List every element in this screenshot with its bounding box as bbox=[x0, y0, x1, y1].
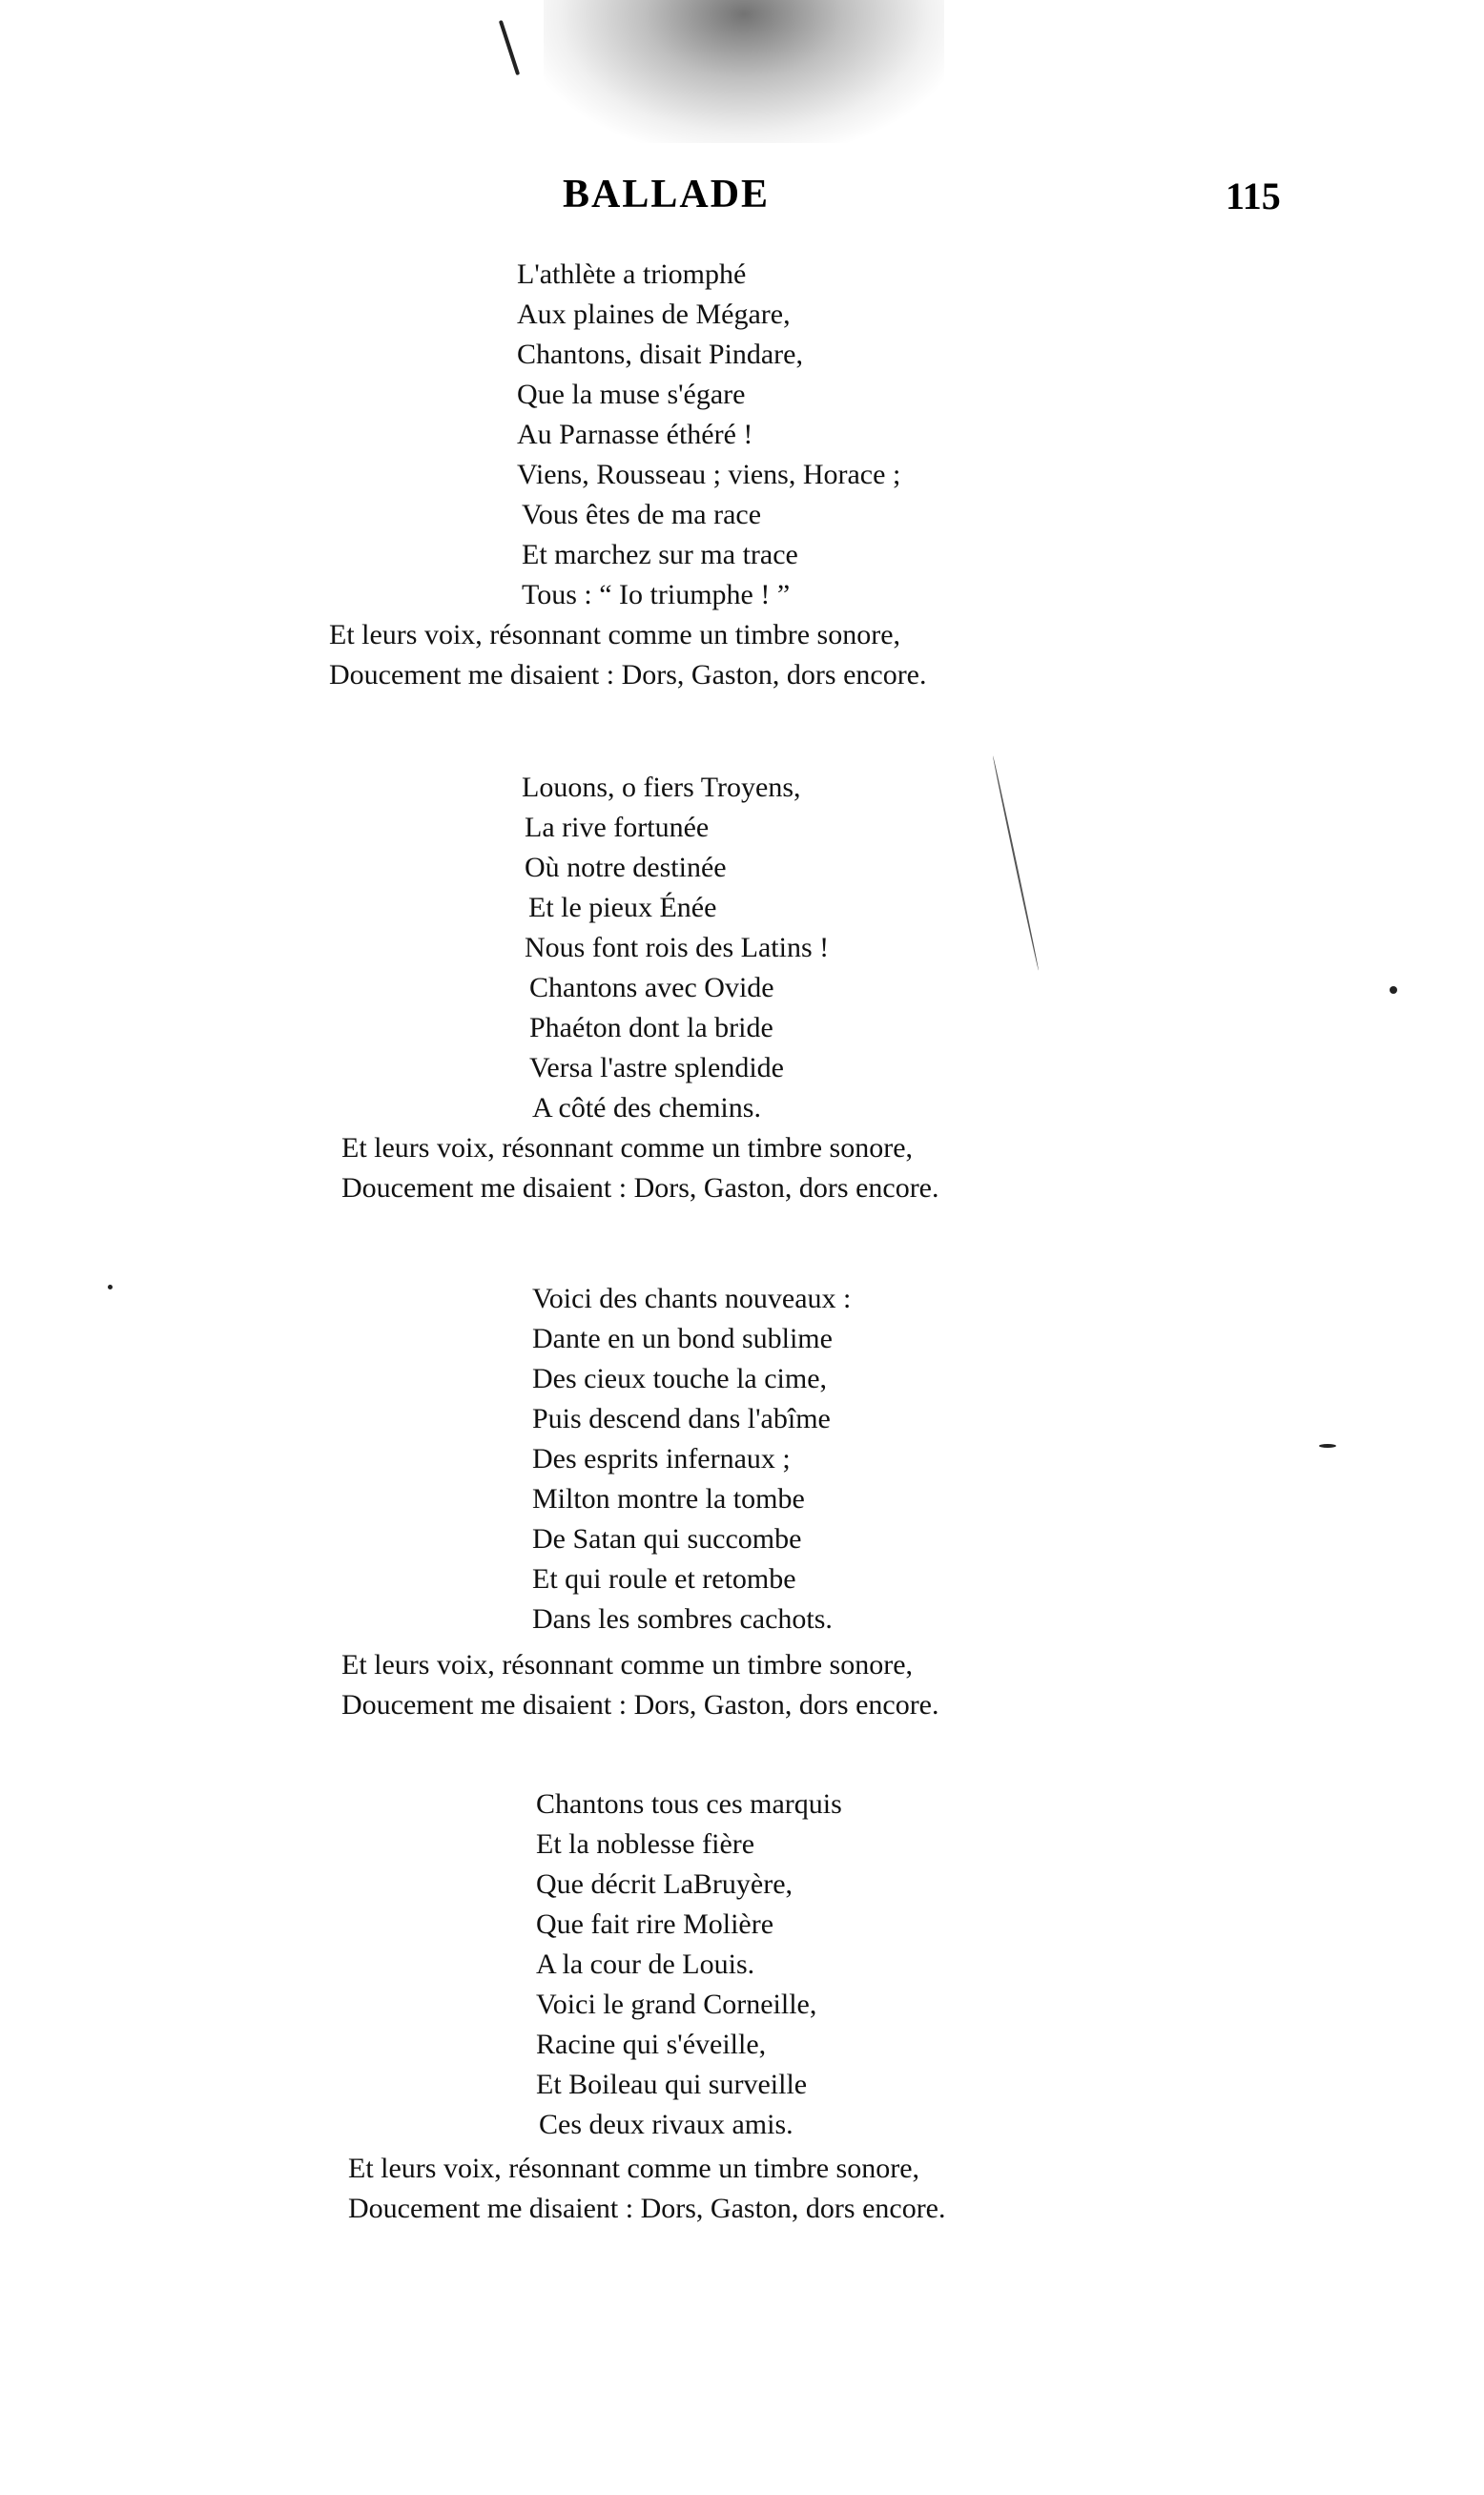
verse-line: Dante en un bond sublime bbox=[532, 1323, 833, 1354]
refrain-line: Doucement me disaient : Dors, Gaston, dors encore. bbox=[348, 2193, 946, 2224]
verse-line: Où notre destinée bbox=[525, 852, 727, 883]
scan-speck bbox=[108, 1285, 113, 1289]
verse-line: Phaéton dont la bride bbox=[529, 1012, 773, 1043]
verse-line: Puis descend dans l'abîme bbox=[532, 1403, 831, 1434]
refrain-line: Et leurs voix, résonnant comme un timbre sonore, bbox=[341, 1649, 914, 1681]
refrain-line: Doucement me disaient : Dors, Gaston, dors encore. bbox=[341, 1689, 939, 1721]
verse-line: Aux plaines de Mégare, bbox=[517, 299, 791, 330]
refrain-line: Et leurs voix, résonnant comme un timbre sonore, bbox=[329, 619, 901, 650]
verse-line: Viens, Rousseau ; viens, Horace ; bbox=[517, 459, 901, 490]
scan-speck bbox=[1319, 1444, 1336, 1448]
verse-line: Et le pieux Énée bbox=[528, 892, 717, 923]
verse-line: Et qui roule et retombe bbox=[532, 1563, 796, 1595]
verse-line: Et la noblesse fière bbox=[536, 1828, 755, 1860]
refrain-line: Et leurs voix, résonnant comme un timbre sonore, bbox=[341, 1132, 914, 1164]
scan-smudge bbox=[544, 0, 944, 143]
verse-line: Milton montre la tombe bbox=[532, 1483, 805, 1515]
refrain-line: Doucement me disaient : Dors, Gaston, dors encore. bbox=[341, 1172, 939, 1204]
scan-speck bbox=[499, 20, 520, 75]
scan-speck bbox=[992, 755, 1040, 970]
verse-line: Chantons, disait Pindare, bbox=[517, 339, 803, 370]
verse-line: Chantons tous ces marquis bbox=[536, 1788, 842, 1820]
verse-line: De Satan qui succombe bbox=[532, 1523, 802, 1555]
verse-line: Nous font rois des Latins ! bbox=[525, 932, 830, 963]
verse-line: Et Boileau qui surveille bbox=[536, 2069, 808, 2100]
page-number: 115 bbox=[1226, 175, 1281, 217]
verse-line: Tous : “ Io triumphe ! ” bbox=[522, 579, 791, 610]
refrain-line: Doucement me disaient : Dors, Gaston, dors encore. bbox=[329, 659, 927, 691]
verse-line: Versa l'astre splendide bbox=[529, 1052, 784, 1083]
verse-line: Louons, o fiers Troyens, bbox=[522, 772, 801, 803]
verse-line: Au Parnasse éthéré ! bbox=[517, 419, 753, 450]
verse-line: Des esprits infernaux ; bbox=[532, 1443, 791, 1474]
page-header-title: BALLADE bbox=[563, 173, 771, 217]
verse-line: Que la muse s'égare bbox=[517, 379, 746, 410]
scan-speck bbox=[1390, 986, 1397, 994]
verse-line: Dans les sombres cachots. bbox=[532, 1603, 833, 1635]
verse-line: La rive fortunée bbox=[525, 812, 710, 843]
verse-line: Voici le grand Corneille, bbox=[536, 1989, 817, 2020]
verse-line: A la cour de Louis. bbox=[536, 1949, 755, 1980]
verse-line: Et marchez sur ma trace bbox=[522, 539, 798, 570]
verse-line: Que fait rire Molière bbox=[536, 1908, 774, 1940]
verse-line: Que décrit LaBruyère, bbox=[536, 1868, 794, 1900]
verse-line: Vous êtes de ma race bbox=[522, 499, 762, 530]
verse-line: Ces deux rivaux amis. bbox=[539, 2109, 794, 2140]
verse-line: A côté des chemins. bbox=[532, 1092, 761, 1124]
verse-line: Des cieux touche la cime, bbox=[532, 1363, 828, 1394]
verse-line: Chantons avec Ovide bbox=[529, 972, 774, 1003]
verse-line: Racine qui s'éveille, bbox=[536, 2029, 767, 2060]
refrain-line: Et leurs voix, résonnant comme un timbre sonore, bbox=[348, 2153, 920, 2184]
verse-line: L'athlète a triomphé bbox=[517, 258, 747, 290]
verse-line: Voici des chants nouveaux : bbox=[532, 1283, 852, 1314]
